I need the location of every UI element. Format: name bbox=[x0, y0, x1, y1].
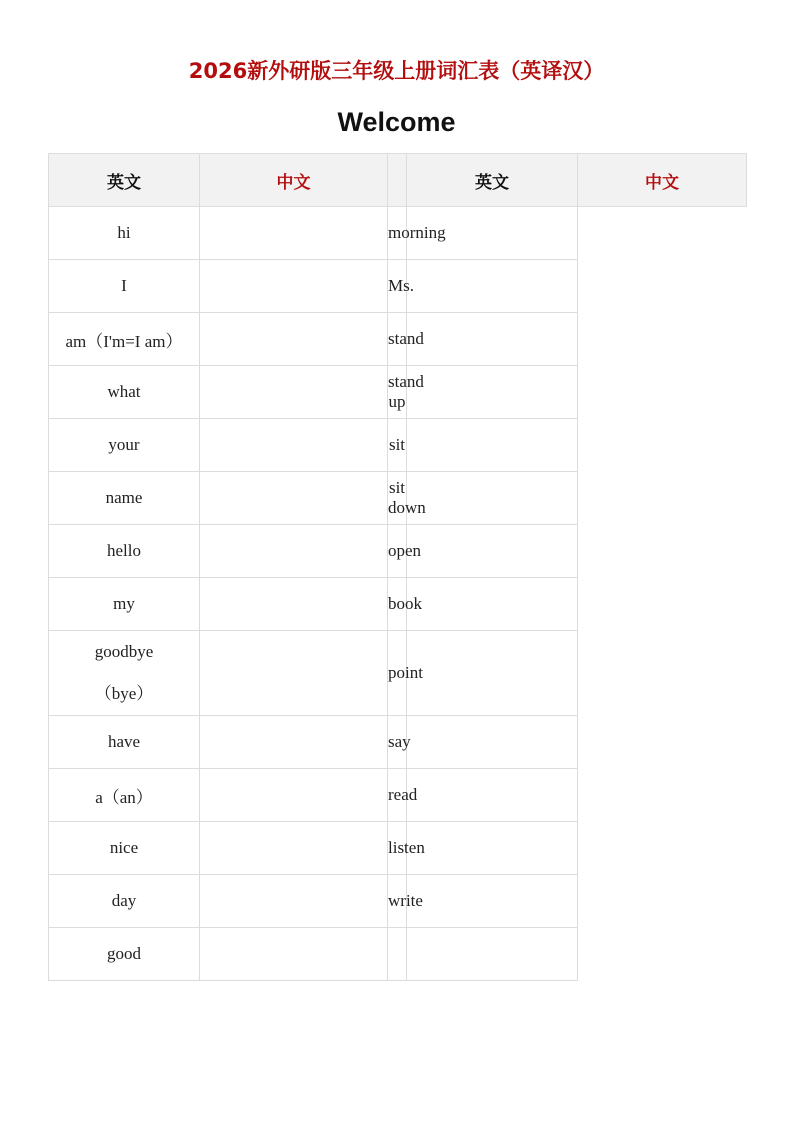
left-english-cell: name bbox=[49, 472, 200, 525]
table-row bbox=[49, 207, 747, 260]
right-english-cell bbox=[388, 928, 407, 981]
left-chinese-cell bbox=[200, 419, 388, 472]
right-chinese-cell bbox=[407, 875, 578, 928]
right-english-cell: book bbox=[388, 578, 407, 631]
left-chinese-cell bbox=[200, 578, 388, 631]
left-english-cell: day bbox=[49, 875, 200, 928]
left-english-cell: I bbox=[49, 260, 200, 313]
right-chinese-cell bbox=[407, 260, 578, 313]
right-chinese-cell bbox=[407, 472, 578, 525]
left-chinese-cell bbox=[200, 313, 388, 366]
left-english-cell: good bbox=[49, 928, 200, 981]
left-english-cell bbox=[49, 631, 200, 716]
left-chinese-cell bbox=[200, 366, 388, 419]
table-row bbox=[49, 928, 747, 981]
table-row bbox=[49, 822, 747, 875]
vocabulary-table bbox=[48, 153, 747, 981]
left-chinese-cell bbox=[200, 769, 388, 822]
left-english-cell: your bbox=[49, 419, 200, 472]
right-chinese-header: 中文 bbox=[578, 154, 747, 207]
table-row bbox=[49, 525, 747, 578]
right-chinese-cell bbox=[407, 313, 578, 366]
left-chinese-cell bbox=[200, 525, 388, 578]
left-english-cell: what bbox=[49, 366, 200, 419]
right-chinese-cell bbox=[407, 822, 578, 875]
left-chinese-cell bbox=[200, 716, 388, 769]
english-word-variant: （bye） bbox=[94, 684, 154, 703]
left-chinese-cell bbox=[200, 875, 388, 928]
left-english-cell: a（an） bbox=[49, 769, 200, 822]
table-header-row bbox=[49, 154, 747, 207]
right-chinese-cell bbox=[407, 769, 578, 822]
left-english-cell: am（I'm=I am） bbox=[49, 313, 200, 366]
right-english-header: 英文 bbox=[407, 154, 578, 207]
left-english-cell: hi bbox=[49, 207, 200, 260]
document-title: 2026新外研版三年级上册词汇表（英译汉） bbox=[188, 59, 605, 83]
table-row bbox=[49, 769, 747, 822]
left-chinese-cell bbox=[200, 207, 388, 260]
right-english-cell: stand bbox=[388, 313, 407, 366]
left-chinese-cell bbox=[200, 472, 388, 525]
right-chinese-cell bbox=[407, 716, 578, 769]
right-english-cell: point bbox=[388, 631, 407, 716]
left-english-header: 英文 bbox=[49, 154, 200, 207]
right-english-cell: stand up bbox=[388, 366, 407, 419]
right-english-cell: sit down bbox=[388, 472, 407, 525]
right-english-cell: sit bbox=[388, 419, 407, 472]
left-chinese-cell bbox=[200, 928, 388, 981]
table-row bbox=[49, 716, 747, 769]
left-chinese-cell bbox=[200, 631, 388, 716]
unit-heading: Welcome bbox=[337, 107, 456, 137]
right-english-cell: morning bbox=[388, 207, 407, 260]
left-chinese-cell bbox=[200, 822, 388, 875]
right-english-cell: write bbox=[388, 875, 407, 928]
right-english-cell: read bbox=[388, 769, 407, 822]
english-word: goodbye bbox=[94, 642, 154, 661]
table-row bbox=[49, 631, 747, 716]
right-chinese-cell bbox=[407, 578, 578, 631]
left-english-cell: have bbox=[49, 716, 200, 769]
table-row bbox=[49, 313, 747, 366]
left-chinese-cell bbox=[200, 260, 388, 313]
table-row bbox=[49, 419, 747, 472]
right-english-cell: say bbox=[388, 716, 407, 769]
table-row bbox=[49, 875, 747, 928]
right-english-cell: listen bbox=[388, 822, 407, 875]
table-row bbox=[49, 472, 747, 525]
right-chinese-cell bbox=[407, 525, 578, 578]
table-row bbox=[49, 260, 747, 313]
right-chinese-cell bbox=[407, 928, 578, 981]
table-row bbox=[49, 578, 747, 631]
left-english-cell: nice bbox=[49, 822, 200, 875]
table-row bbox=[49, 366, 747, 419]
right-chinese-cell bbox=[407, 366, 578, 419]
right-chinese-cell bbox=[407, 631, 578, 716]
right-english-cell: open bbox=[388, 525, 407, 578]
right-english-cell: Ms. bbox=[388, 260, 407, 313]
right-chinese-cell bbox=[407, 419, 578, 472]
left-chinese-header: 中文 bbox=[200, 154, 388, 207]
column-divider bbox=[388, 154, 407, 207]
left-english-cell: hello bbox=[49, 525, 200, 578]
left-english-cell: my bbox=[49, 578, 200, 631]
